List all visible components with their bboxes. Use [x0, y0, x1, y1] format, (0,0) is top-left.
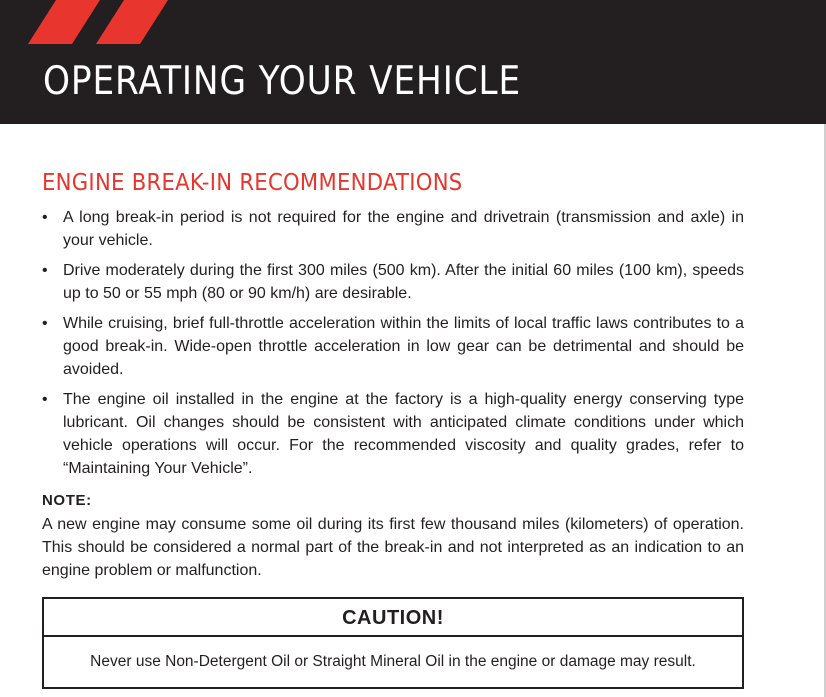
bullet-icon: • — [42, 315, 48, 332]
list-item-text: While cruising, brief full-throttle acceleration within the limits of local traffic laws contributes to a good break-in. Wide-open throttle acceleration in low gear can be detrimental and should be avoided. — [63, 315, 744, 378]
list-item — [42, 312, 744, 381]
brand-stripe-2-shape — [96, 0, 168, 44]
list-item-text: Drive moderately during the first 300 miles (500 km). After the initial 60 miles (100 km), speeds up to 50 or 55 mph (80 or 90 km/h) are desirable. — [63, 262, 744, 302]
list-item-text: A long break-in period is not required for the engine and drivetrain (transmission and axle) in your vehicle. — [63, 209, 744, 249]
list-item — [42, 206, 744, 252]
list-item — [42, 388, 744, 480]
list-item-text: The engine oil installed in the engine at the factory is a high-quality energy conserving type lubricant. Oil changes should be consistent with anticipated climate conditions under which vehicle operations will occur. For the recommended viscosity and quality grades, refer to “Maintaining Your Vehicle”. — [63, 391, 744, 477]
list-item — [42, 259, 744, 305]
note-text: A new engine may consume some oil during its first few thousand miles (kilometers) of operation. This should be considered a normal part of the break-in and not interpreted as an indication to an engine problem or malfunction. — [42, 516, 744, 579]
bullet-icon: • — [42, 262, 48, 279]
brand-stripe-1-shape — [28, 0, 100, 44]
caution-title: CAUTION! — [44, 599, 742, 637]
brand-stripe-1 — [28, 0, 100, 44]
page-header — [0, 0, 826, 124]
page-title: OPERATING YOUR VEHICLE — [43, 59, 522, 104]
caution-box — [42, 597, 744, 689]
bullet-icon: • — [42, 209, 48, 226]
section-heading: ENGINE BREAK-IN RECOMMENDATIONS — [42, 170, 463, 196]
recommendation-list — [42, 206, 744, 480]
bullet-icon: • — [42, 391, 48, 408]
note-label: NOTE: — [42, 492, 92, 509]
caution-text: Never use Non-Detergent Oil or Straight Mineral Oil in the engine or damage may result. — [90, 653, 696, 670]
main-content — [42, 168, 744, 582]
brand-stripe-2 — [96, 0, 168, 44]
